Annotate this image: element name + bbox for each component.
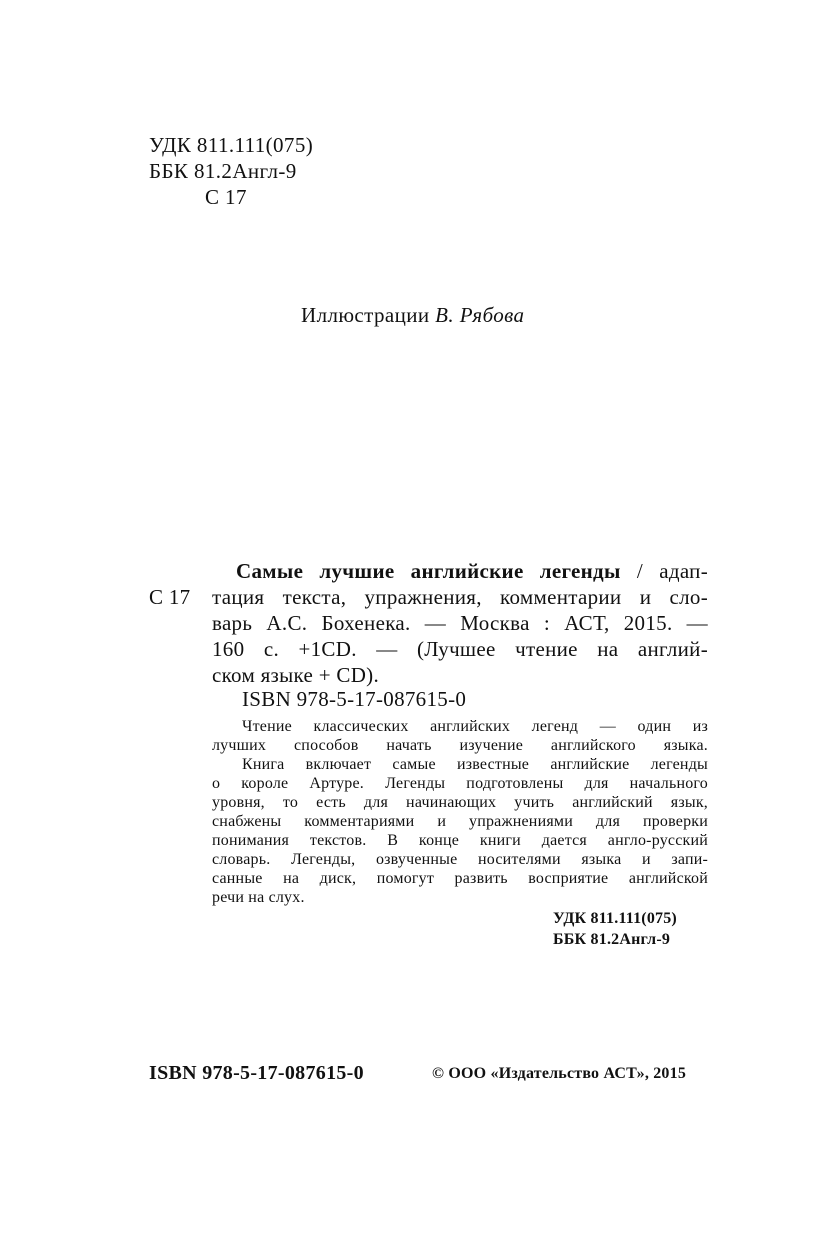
illustrations-credit — [301, 302, 524, 328]
description-line: варь А.С. Бохенека. — Москва : АСТ, 2015. — — [212, 611, 708, 635]
illustrator-name: В. Рябова — [435, 303, 525, 327]
illustrations-label: Иллюстрации — [301, 303, 430, 327]
annotation-line: Книга включает самые известные английские легенды — [242, 756, 708, 773]
annotation-line: Чтение классических английских легенд — один из — [242, 718, 708, 735]
annotation-line: о короле Артуре. Легенды подготовлены для начального — [212, 775, 708, 792]
annotation-line: снабжены комментариями и упражнениями для проверки — [212, 813, 708, 830]
description-line-1 — [212, 558, 708, 584]
description-line: тация текста, упражнения, комментарии и сло- — [212, 585, 708, 609]
bbk-code: ББК 81.2Англ-9 — [149, 159, 297, 183]
annotation — [212, 717, 708, 907]
description-line: 160 с. +1CD. — (Лучшее чтение на англий- — [212, 637, 708, 661]
card-bbk: ББК 81.2Англ-9 — [553, 931, 671, 948]
card-isbn: ISBN 978-5-17-087615-0 — [242, 687, 467, 711]
annotation-line: словарь. Легенды, озвученные носителями языка и запи- — [212, 851, 708, 868]
annotation-line: лучших способов начать изучение английского языка. — [212, 737, 708, 754]
book-title: Самые лучшие английские легенды — [236, 559, 621, 583]
udk-code: УДК 811.111(075) — [149, 133, 314, 157]
annotation-line: понимания текстов. В конце книги дается англо-русский — [212, 832, 708, 849]
annotation-line: уровня, то есть для начинающих учить английский язык, — [212, 794, 708, 811]
author-sign: С 17 — [205, 185, 247, 209]
card-udk: УДК 811.111(075) — [553, 910, 677, 927]
catalog-description — [212, 558, 708, 688]
card-classification — [553, 908, 677, 950]
annotation-line: санные на диск, помогут развить восприятие английской — [212, 870, 708, 887]
footer-copyright: © ООО «Издательство АСТ», 2015 — [432, 1065, 687, 1082]
description-text: / адап- — [620, 559, 708, 583]
card-author-sign: С 17 — [149, 585, 191, 609]
annotation-line: речи на слух. — [212, 889, 305, 906]
author-sign-row — [149, 184, 313, 210]
classification-block — [149, 132, 313, 210]
description-line: ском языке + CD). — [212, 663, 380, 687]
footer-isbn: ISBN 978-5-17-087615-0 — [149, 1062, 364, 1084]
